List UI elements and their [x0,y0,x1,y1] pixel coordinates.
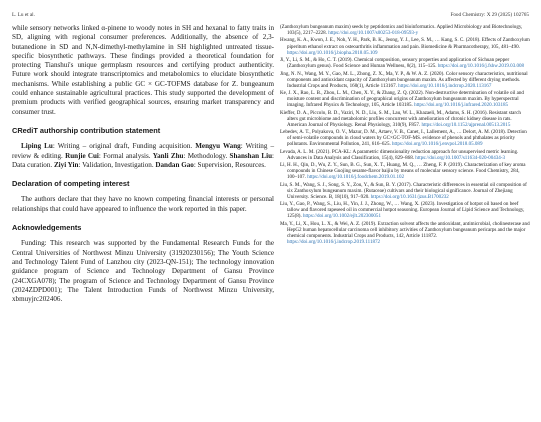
reference-doi-link[interactable]: https://doi.org/10.1016/j.fshw.2019.03.008 [437,63,525,70]
reference-item [280,129,530,147]
acknowledgements-text: Funding: This research was supported by the Fundamental Research Funds for the Central Universities of Northwest Minzu University (31920230156); The Youth Science and Technology Talent Fund of Lanzhou city (2023-QN-151); The technology innovation guidance program of Science and Technology Department of Gansu Province (24CXGA078); The program of Science and Technology Department of Gansu Province (2024ZDPD001); The Talent Introduction Funds of Northwest Minzu University, xbmuyjrc202406. [12,239,274,304]
reference-text: Lebedev, A. T., Polyakova, O. V., Mazur, D. M., Artaev, V. B., Canet, I., Lallement, A., … Delort, A. M. (2018). Detection of semi-volatile compounds in cloud waters by GC×GC-TOF-MS. evidence of phenols and phthalates as priority pollutants. Environmental Pollution, 241, 616–625. [280,129,527,148]
reference-doi-link[interactable]: https://doi.org/10.1016/j.indcrop.2019.111872 [287,238,381,245]
running-header-authors: L. Lu et al. [12,12,35,18]
credit-statement: Liping Lu: Writing – original draft, Funding acquisition. Mengyu Wang: Writing – review & editing. Runjie Cui: Formal analysis. Yanli Zhu: Methodology. Shanshan Liu: Data curation. Ziyi Yin: Validation, Investigation. Dandan Gao: Supervision, Resources. [12,142,275,169]
reference-item [280,24,530,36]
reference-text: Jing, N. N., Wang, M. Y., Gao, M. L., Zhong, Z. X., Ma, Y. P., & W. A. Z. (2020). Color sensory characteristics, nutritional components and antioxidant capacity of Zanthoxylum bungeanum maxim. As affected by different drying methods. Industrial Crops and Products, 160(1), Article 113167. [280,70,528,89]
conclusion-paragraph: while sensory networks linked α-pinene to woody notes in SH and hexanal to fatty traits in SD, aligning with regional consumer preferences. Additionally, the absence of 2,3-butanedione in SD and N,N-dimethyl-methylamine in SH highlighted untreated tissue-specific biosynthetic pathways. These findings provided a theoretical foundation for protecting Tianshui's unique germplasm resources and certifying product authenticity. Future work should integrate transcriptomics and metabolomics to elucidate biosynthetic mechanisms. While establishing a public GC × GC-TOFMS database for Z. bungeanum could enhance sustainable agricultural practices. This study supported the development of premium products with verified geographical sources, ensuring market transparency and consumer trust. [12,24,274,116]
reference-item [280,182,530,200]
reference-item [280,90,530,108]
reference-doi-link[interactable]: https://doi.org/10.1152/ajprenal.00513.2015 [421,121,511,128]
competing-interest-text: The authors declare that they have no known competing financial interests or personal relationships that could have appeared to influence the work reported in this paper. [12,195,274,213]
reference-text: Liu, S. M., Wang, S. J., Song, S. Y., Zou, Y., & Sun, B. Y. (2017). Characteristic differences in essential oil composition of six Zanthoxylum bungeanum maxim. (Rutaceae) cultivars and their biological significance. Journal of Zhejiang University. Science. B, 18(10), 917–920. [280,181,527,200]
reference-doi-link[interactable]: https://doi.org/10.1007/s00253-018-09593-y [328,30,419,37]
reference-doi-link[interactable]: https://doi.org/10.1002/ejlt.202300051 [302,213,381,220]
reference-doi-link[interactable]: https://doi.org/10.1016/j.infrared.2020.103185 [414,102,509,109]
reference-doi-link[interactable]: https://doi.org/10.1016/j.indcrop.2020.113167 [398,82,492,89]
reference-item [280,221,530,245]
reference-item [280,37,530,55]
reference-text: Kieffer, D. A., Piccolo, B. D., Vaziri, N. D., Liu, S. M., Lau, W. L., Khazaeli, M., Adams, S. H. (2016). Resistant starch alters gut microbiome and metabolomic profiles concurrent with amelioration of chronic kidney disease in rats. American Journal of Physiology. Renal Physiology, 310(9), F857. [280,109,521,128]
reference-text: Levada, A. L. M. (2021). PCA-KL: A parametric dimensionality reduction approach for unsupervised metric learning. Advances in Data Analysis and Classification, 15(4), 829–868. [280,148,519,161]
reference-item [280,201,530,219]
left-column [12,24,274,304]
reference-text: Ma, Y., Li, X., Hou, L. X., & Wei, A. Z. (2019). Extraction solvent affects the antioxidant, antimicrobial, cholinesterase and HepG2 human hepatocellular carcinoma cell inhibitory activities of Zanthoxylum bungeanum pericarps and the major chemical components. Industrial Crops and Products, 142, Article 111872. [280,220,530,239]
competing-interest-heading: Declaration of competing interest [12,179,130,189]
reference-text: Ke, J. X., Rao, L. B., Zhou, L. M., Chen, X. Y., & Zhang, Z. Q. (2022). Non-destructive determination of volatile oil and moisture content and discrimination of geographical origins of Zanthoxylum bungeanum maxim. By hyperspectral imaging. Infrared Physics & Technology, 105, Article 103185. [280,90,524,109]
acknowledgements-heading: Acknowledgements [12,223,82,233]
reference-text: (Zanthoxylum bungeanum maxim) seeds by peptidomics and bioinformatics. Applied Microbiology and Biotechnology, 103(5), 2217–2228. [280,24,523,37]
reference-text: Liu, Y., Gao, P., Wang, S., Liu, H., Yin, J. J., Zhong, W., … Wang, X. (2023). Investigation of hotpot oil based on beef tallow and flavored rapeseed oil in commercial hotpot seasoning. European Journal of Lipid Science and Technology, 125(8). [280,201,525,220]
reference-item [280,57,530,69]
reference-doi-link[interactable]: https://doi.org/10.1016/j.envpol.2018.05.089 [392,141,483,148]
reference-doi-link[interactable]: https://doi.org/10.1007/s11634-020-00434-3 [415,154,505,161]
reference-doi-link[interactable]: https://doi.org/10.1631/jzus.B1700232 [370,193,449,200]
references-column [280,24,530,246]
reference-item [280,110,530,128]
running-header-journal: Food Chemistry: X 29 (2025) 102765 [450,12,529,18]
reference-text: Ji, Y., Li, S. M., & Ho, C. T. (2019). Chemical composition, sensory properties and application of Sichuan pepper (Zanthoxylum genus). Food Science and Human Wellness, 8(2), 115–125. [280,57,510,70]
reference-doi-link[interactable]: https://doi.org/10.1016/j.biopha.2018.05.109 [287,49,378,56]
reference-item [280,71,530,89]
reference-item [280,149,530,161]
reference-text: Hwang, K. A., Kwon, J. E., Noh, Y. H., Park, B. K., Jeong, Y. J., Lee, S. M., … Kang, S. C. (2018). Effects of Zanthoxylum piperitum ethanol extract on osteoarthritis inflammation and pain. Biomedicine & Pharmacotherapy, 105, 481–490. [280,37,530,50]
reference-doi-link[interactable]: https://doi.org/10.1016/j.foodchem.2019.01.102 [307,174,405,181]
reference-item [280,162,530,180]
reference-text: Li, H. H., Qin, D., Wu, Z. Y., Sun, B. G., Sun, X. T., Huang, M. Q., … Zheng, F. P. (2019). Characterization of key aroma compounds in Chinese Guojing sesame-flavor baijiu by means of molecular sensory science. Food Chemistry, 284, 100–107. [280,162,526,181]
credit-heading: CRediT authorship contribution statement [12,125,161,135]
